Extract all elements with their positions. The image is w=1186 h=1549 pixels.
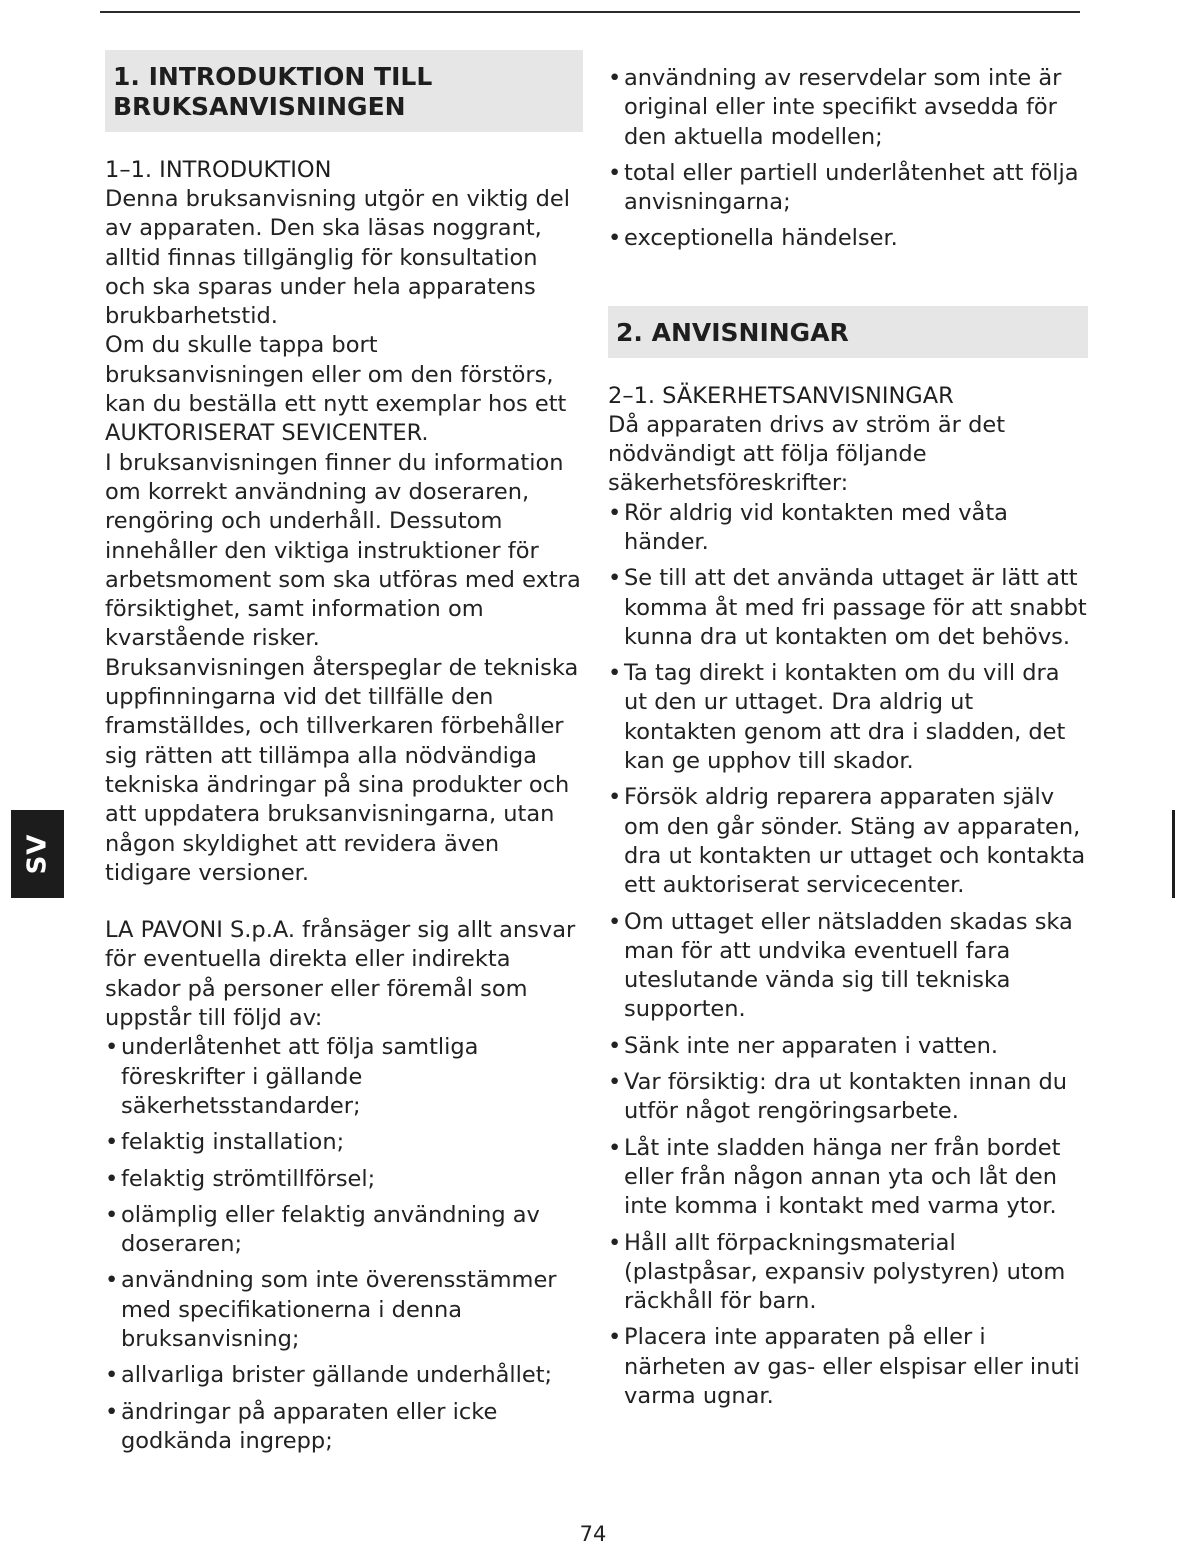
- list-item: • ändringar på apparaten eller icke godkända ingrepp;: [105, 1398, 583, 1457]
- list-item: • exceptionella händelser.: [608, 224, 1088, 253]
- liability-list: [105, 1033, 583, 1456]
- list-item: • felaktig installation;: [105, 1128, 583, 1157]
- revisions-paragraph: Bruksanvisningen återspeglar de tekniska uppfinningarna vid det tillfälle den framställdes, och tillverkaren förbehåller sig rätten att tillämpa alla nödvändiga tekniska ändringar på sina produkter och att uppdatera bruksanvisningarna, utan någon skyldighet att revidera även tidigare versioner.: [105, 654, 579, 886]
- list-item: • allvarliga brister gällande underhållet;: [105, 1361, 583, 1390]
- top-rule: [100, 11, 1080, 13]
- subsection-2-1-title: 2–1. SÄKERHETSANVISNINGAR: [608, 382, 954, 409]
- language-tab-label: SV: [22, 833, 53, 875]
- list-item: • Om uttaget eller nätsladden skadas ska man för att undvika eventuell fara uteslutande vända sig till tekniska supporten.: [608, 908, 1088, 1025]
- subsection-1-1-title: 1–1. INTRODUKTION: [105, 157, 332, 183]
- liability-list-continued: [608, 64, 1088, 254]
- section-1-title: 1. INTRODUKTION TILL BRUKSANVISNINGEN: [105, 50, 583, 132]
- list-item: • olämplig eller felaktig användning av doseraren;: [105, 1201, 583, 1260]
- safety-list: [608, 499, 1088, 1412]
- left-column: [105, 50, 583, 1463]
- list-item: • Var försiktig: dra ut kontakten innan du utför något rengöringsarbete.: [608, 1068, 1088, 1127]
- right-column: [608, 50, 1088, 1418]
- list-item: • Håll allt förpackningsmaterial (plastpåsar, expansiv polystyren) utom räckhåll för barn.: [608, 1229, 1088, 1317]
- list-item: • Rör aldrig vid kontakten med våta händer.: [608, 499, 1088, 558]
- safety-intro-paragraph: Då apparaten drivs av ström är det nödvändigt att följa följande säkerhetsföreskrifter:: [608, 411, 1006, 497]
- section-2-title: 2. ANVISNINGAR: [608, 306, 1088, 358]
- edge-marker: [1172, 810, 1175, 898]
- language-tab: [11, 810, 64, 898]
- disclaimer-paragraph: LA PAVONI S.p.A. frånsäger sig allt ansvar för eventuella direkta eller indirekta skador på personer eller föremål som uppstår till följd av:: [105, 917, 576, 1032]
- list-item: • Försök aldrig reparera apparaten själv om den går sönder. Stäng av apparaten, dra ut kontakten ur uttaget och kontakta ett auktoriserat servicecenter.: [608, 783, 1088, 900]
- contents-paragraph: I bruksanvisningen finner du information om korrekt användning av doseraren, rengöring och underhåll. Dessutom innehåller den viktiga instruktioner för arbetsmoment som ska utföras med extra försiktighet, samt information om kvarstående risker.: [105, 449, 581, 652]
- list-item: • Se till att det använda uttaget är lätt att komma åt med fri passage för att snabbt kunna dra ut kontakten om det behövs.: [608, 564, 1088, 652]
- list-item: • Låt inte sladden hänga ner från bordet eller från någon annan yta och låt den inte komma i kontakt med varma ytor.: [608, 1134, 1088, 1222]
- list-item: • Placera inte apparaten på eller i närheten av gas- eller elspisar eller inuti varma ugnar.: [608, 1323, 1088, 1411]
- list-item: • Sänk inte ner apparaten i vatten.: [608, 1032, 1088, 1061]
- list-item: • felaktig strömtillförsel;: [105, 1165, 583, 1194]
- list-item: • underlåtenhet att följa samtliga föreskrifter i gällande säkerhetsstandarder;: [105, 1033, 583, 1121]
- list-item: • Ta tag direkt i kontakten om du vill dra ut den ur uttaget. Dra aldrig ut kontakten genom att dra i sladden, det kan ge upphov till skador.: [608, 659, 1088, 776]
- list-item: • användning av reservdelar som inte är original eller inte specifikt avsedda för den aktuella modellen;: [608, 64, 1088, 152]
- lost-manual-paragraph: Om du skulle tappa bort bruksanvisningen eller om den förstörs, kan du beställa ett nytt exemplar hos ett AUKTORISERAT SEVICENTER.: [105, 332, 567, 447]
- list-item: • total eller partiell underlåtenhet att följa anvisningarna;: [608, 159, 1088, 218]
- intro-paragraph: Denna bruksanvisning utgör en viktig del av apparaten. Den ska läsas noggrant, alltid finnas tillgänglig för konsultation och ska sparas under hela apparatens brukbarhetstid.: [105, 186, 570, 330]
- page-number: 74: [579, 1522, 607, 1546]
- list-item: • användning som inte överensstämmer med specifikationerna i denna bruksanvisning;: [105, 1266, 583, 1354]
